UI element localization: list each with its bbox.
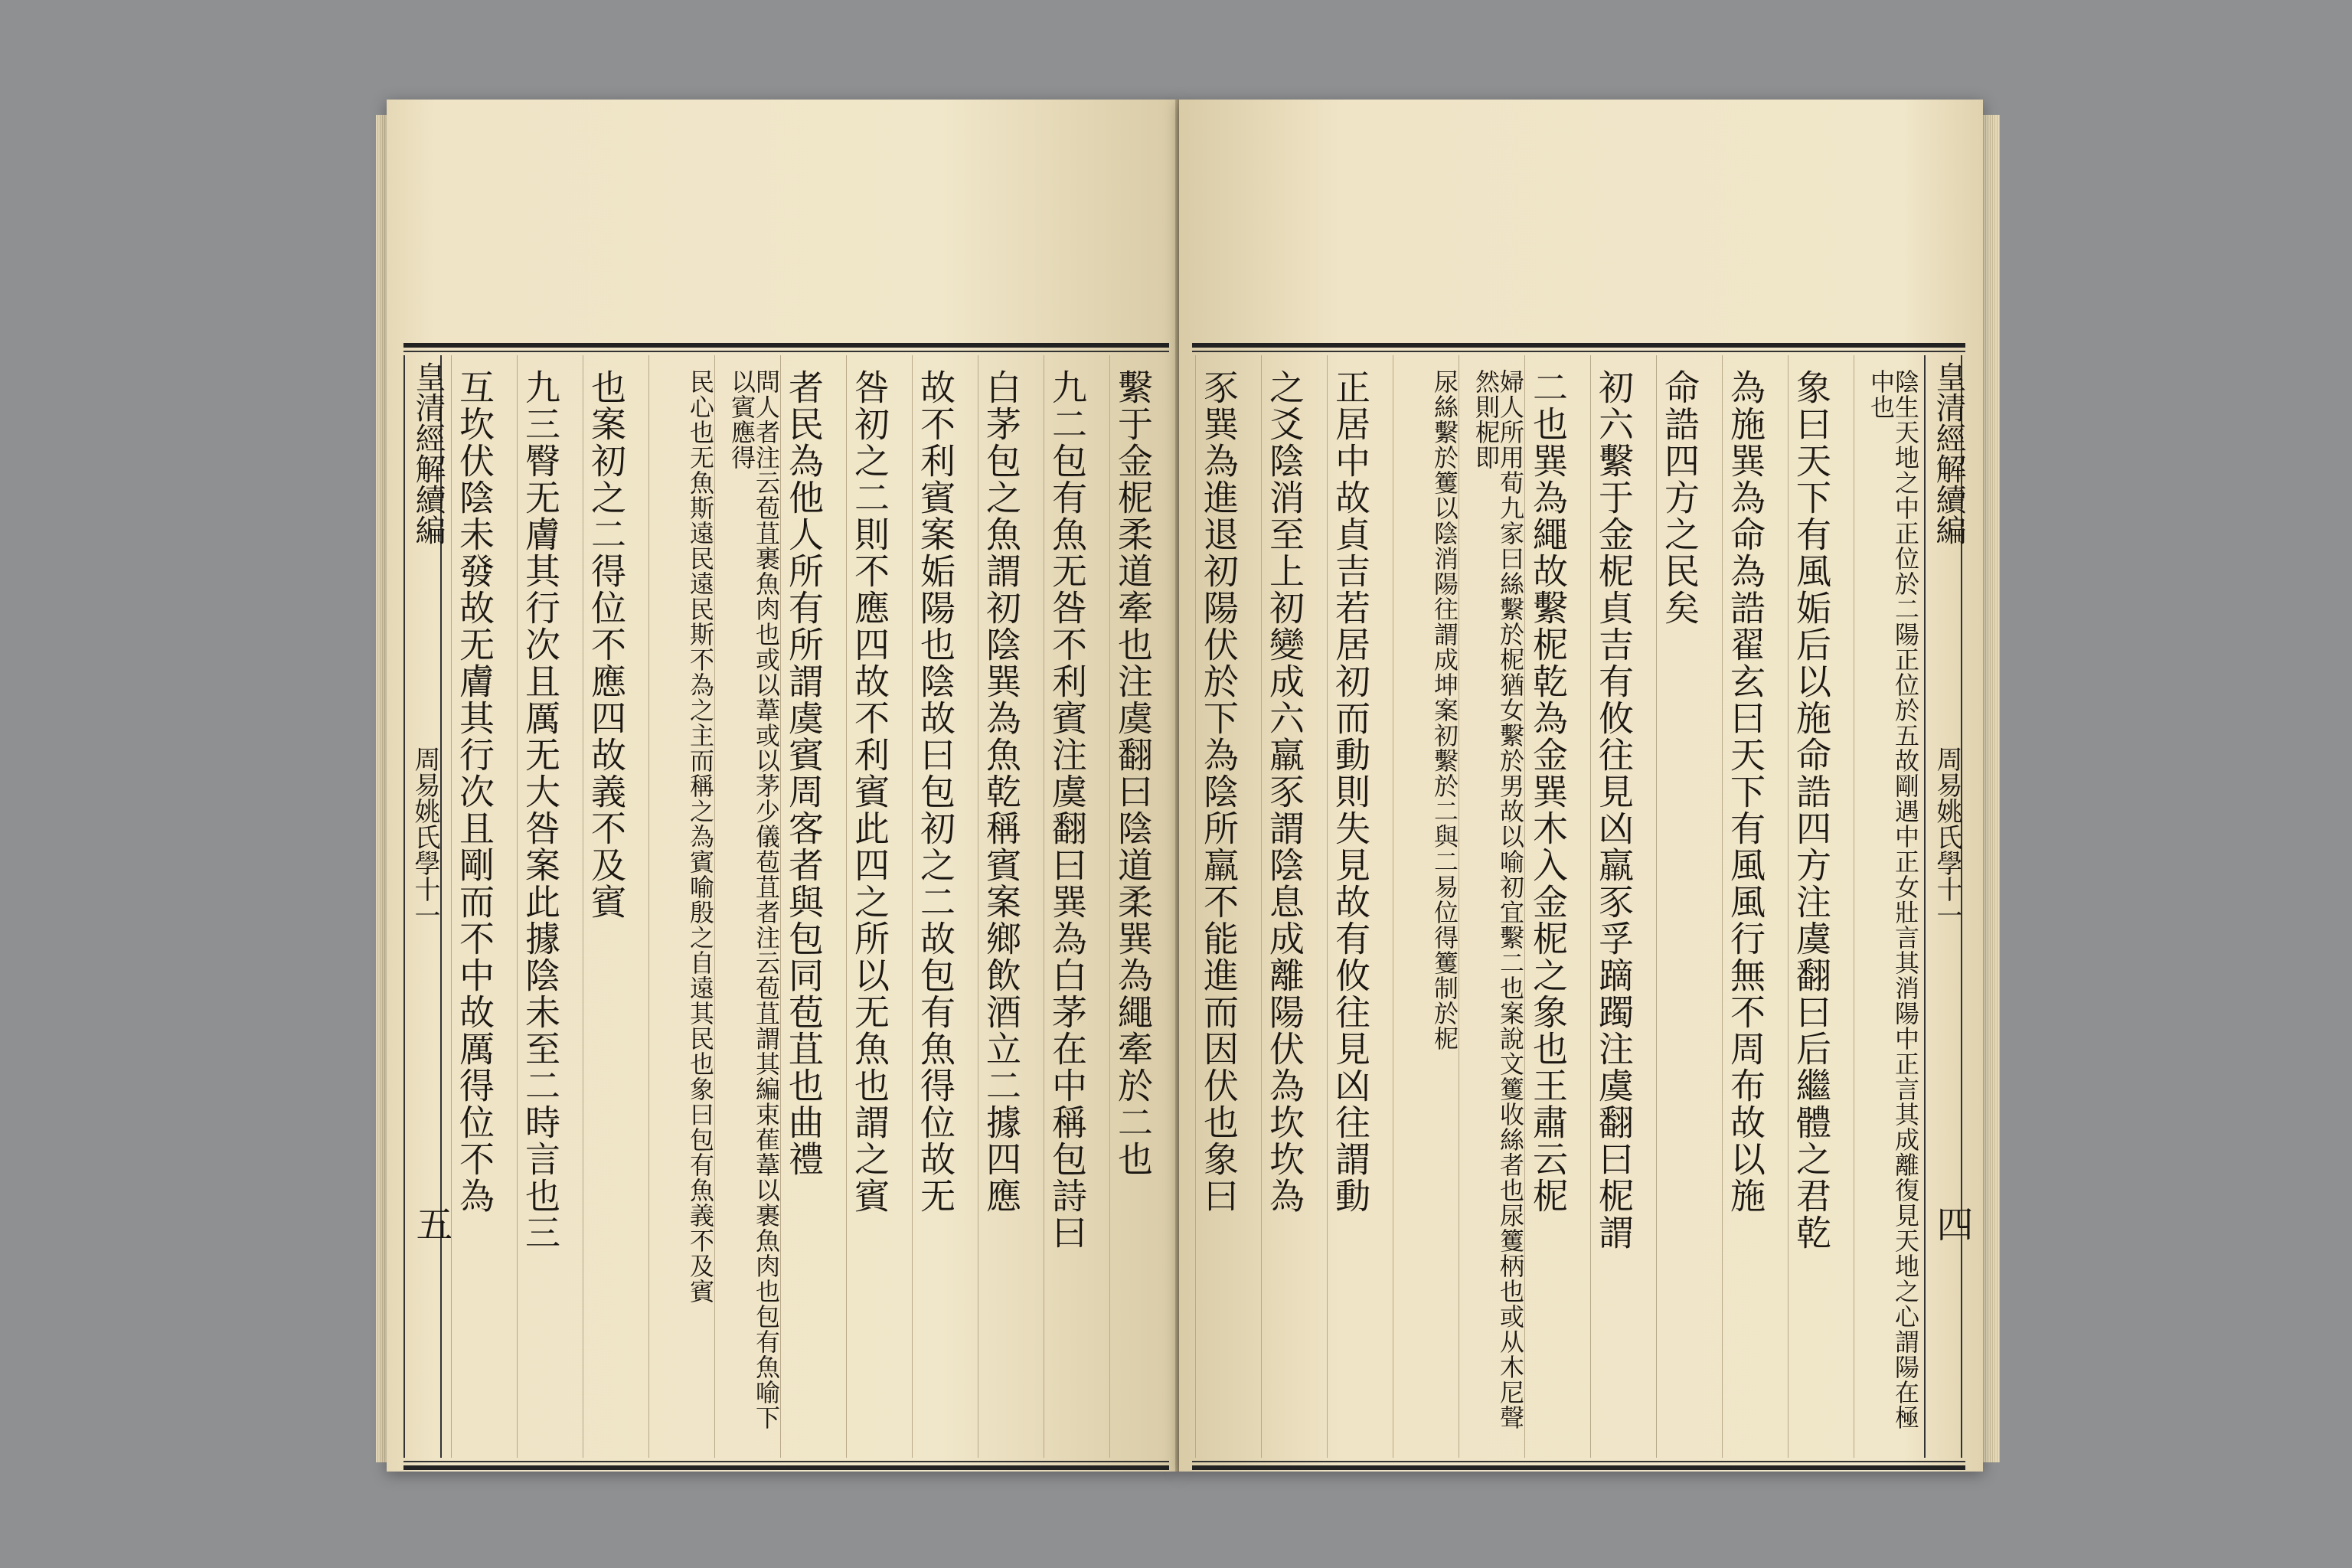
commentary-column: 婦人所用荀九家曰絲繫於柅猶女繫於男故以喻初宜繫二也案說文籆收絲者也尿籆柄也或从木尼聲然則柅即	[1472, 369, 1525, 1430]
column-rule	[1590, 355, 1591, 1458]
text-column: 九二包有魚无咎不利賓注虞翻曰巽為白茅在中稱包詩曰	[1047, 369, 1088, 1251]
column-rule	[846, 355, 847, 1458]
column-rule	[1109, 355, 1110, 1458]
column-rule	[1261, 355, 1262, 1458]
right-folio: 周易姚氏學十一	[1932, 746, 1962, 928]
column-rule	[517, 355, 518, 1458]
column-rule	[714, 355, 715, 1458]
text-column: 二也巽為繩故繫柅乾為金巽木入金柅之象也王肅云柅	[1527, 369, 1569, 1214]
text-column: 命誥四方之民矣	[1659, 369, 1700, 626]
right-page-number: 四	[1930, 1205, 1973, 1242]
text-column: 象曰天下有風姤后以施命誥四方注虞翻曰后繼體之君乾	[1791, 369, 1832, 1251]
frame-inner-top-rule	[403, 351, 1169, 352]
text-column: 故不利賓案姤陽也陰故曰包初之二故包有魚得位故无	[915, 369, 956, 1214]
text-column: 咎初之二則不應四故不利賓此四之所以无魚也謂之賓	[849, 369, 890, 1214]
text-column: 白茅包之魚謂初陰巽為魚乾稱賓案鄉飲酒立二據四應	[981, 369, 1022, 1214]
commentary-column: 陰生天地之中正位於二陽正位於五故剛遇中正女壯言其消陽中正言其成離復見天地之心謂陽在極中也	[1867, 369, 1920, 1430]
open-book	[387, 100, 1983, 1472]
text-column: 豕巽為進退初陽伏於下為陰所羸不能進而因伏也象曰	[1198, 369, 1240, 1214]
column-rule	[648, 355, 649, 1458]
frame-inner-bottom-rule	[403, 1461, 1169, 1462]
left-folio: 周易姚氏學十一	[410, 746, 440, 928]
text-column: 繫于金柅柔道牽也注虞翻曰陰道柔巽為繩牽於二也	[1112, 369, 1154, 1178]
right-text-frame	[1192, 343, 1973, 1470]
column-rule	[1656, 355, 1657, 1458]
right-page-edges	[1981, 115, 2000, 1462]
text-column: 為施巽為命為誥翟玄曰天下有風風行無不周布故以施	[1725, 369, 1766, 1214]
commentary-column: 尿絲繫於籆以陰消陽往謂成坤案初繫於二與二易位得籆制於柅	[1430, 369, 1459, 1051]
left-text-frame	[403, 343, 1169, 1470]
column-rule	[780, 355, 781, 1458]
left-banxin-title: 皇清經解續編	[410, 361, 446, 545]
text-column: 之爻陰消至上初變成六羸豕謂陰息成離陽伏為坎坎為	[1264, 369, 1305, 1214]
commentary-column: 問人者注云苞苴裹魚肉也或以葦或以茅少儀苞苴者注云苞苴謂其編束萑葦以裹魚肉也包有魚喻下以賓應得	[727, 369, 781, 1430]
text-column: 九三臀无膚其行次且厲无大咎案此據陰未至二時言也三	[520, 369, 561, 1251]
column-rule	[451, 355, 452, 1458]
left-page	[387, 100, 1179, 1472]
commentary-column: 民心也无魚斯遠民遠民斯不為之主而稱之為賓喻殷之自遠其民也象曰包有魚義不及賓	[686, 369, 715, 1304]
text-column: 也案初之二得位不應四故義不及賓	[586, 369, 627, 920]
column-rule	[1722, 355, 1723, 1458]
column-rule	[1195, 355, 1196, 1458]
text-column: 正居中故貞吉若居初而動則失見故有攸往見凶往謂動	[1330, 369, 1371, 1214]
frame-inner-top-rule	[1192, 351, 1965, 352]
right-banxin-title: 皇清經解續編	[1931, 361, 1966, 545]
column-rule	[1524, 355, 1525, 1458]
left-page-number: 五	[410, 1205, 452, 1242]
text-column: 互坎伏陰未發故无膚其行次且剛而不中故厲得位不為	[454, 369, 495, 1214]
column-rule	[912, 355, 913, 1458]
text-column: 初六繫于金柅貞吉有攸往見凶羸豕孚蹢躅注虞翻曰柅謂	[1593, 369, 1635, 1251]
text-column: 者民為他人所有所謂虞賓周客者與包同苞苴也曲禮	[783, 369, 825, 1178]
column-rule	[1327, 355, 1328, 1458]
frame-inner-bottom-rule	[1192, 1461, 1965, 1462]
right-page	[1179, 100, 1983, 1472]
